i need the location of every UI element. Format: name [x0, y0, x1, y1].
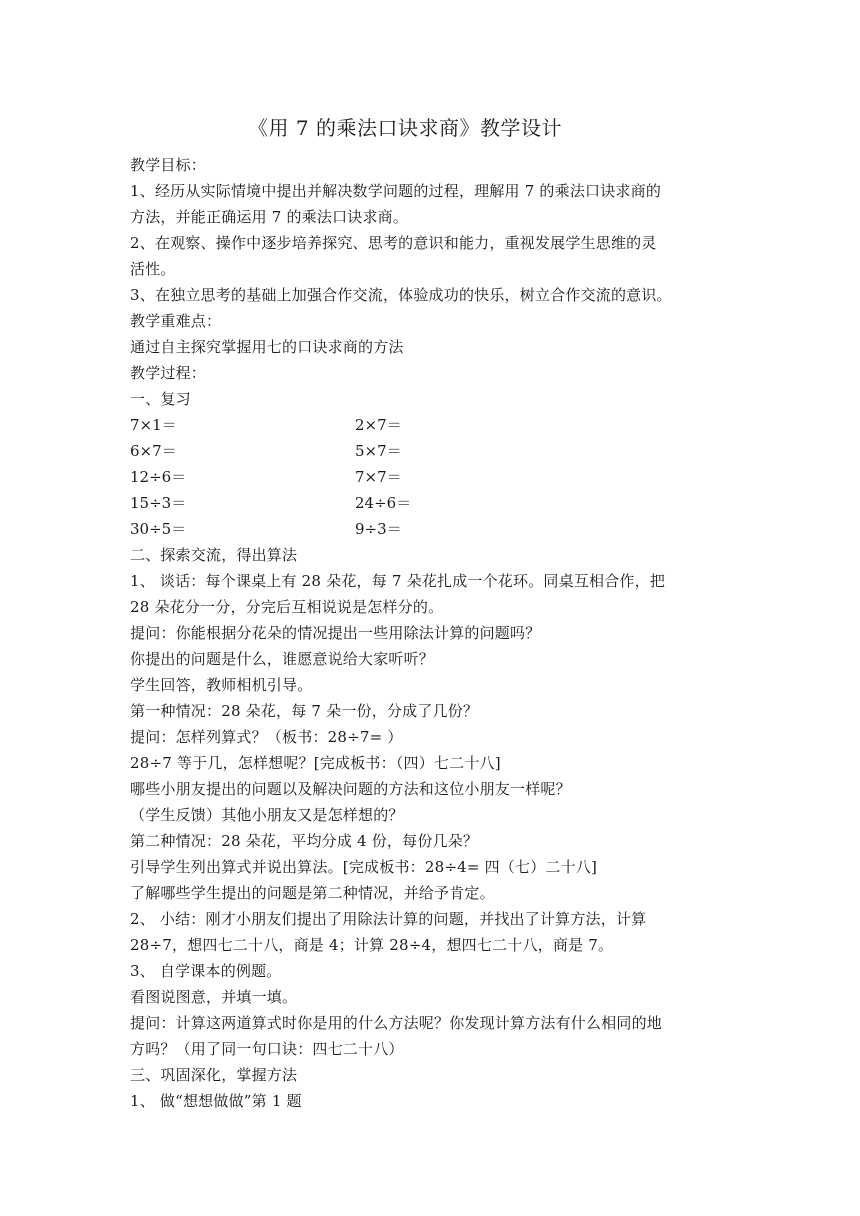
- review-right-expression: 9÷3＝: [355, 520, 402, 538]
- review-left-expression: 7×1＝: [130, 416, 177, 434]
- case-1: 第一种情况：28 朵花，每 7 朵一份，分成了几份？: [130, 702, 479, 720]
- review-row: [130, 490, 740, 516]
- review-right-expression: 24÷6＝: [355, 494, 412, 512]
- method-question: [130, 1010, 740, 1062]
- case-1-think: 28÷7 等于几，怎样想呢？[完成板书：（四）七二十八]: [130, 754, 501, 772]
- objectives-heading: 教学目标：: [130, 156, 207, 174]
- process-heading: 教学过程：: [130, 364, 207, 382]
- review-left-expression: 30÷5＝: [130, 520, 187, 538]
- review-row: [130, 516, 740, 542]
- talk-line-1: 1、 谈话：每个课桌上有 28 朵花，每 7 朵花扎成一个花环。同桌互相合作，把: [130, 572, 666, 590]
- objective-1: [130, 178, 740, 230]
- key-points-heading: 教学重难点：: [130, 312, 222, 330]
- exercise-1: 1、 做“想想做做”第 1 题: [130, 1092, 302, 1110]
- method-question-line-2: 方吗？（用了同一句口诀：四七二十八）: [130, 1040, 404, 1058]
- objective-2-line-2: 活性。: [130, 260, 176, 278]
- review-row: [130, 464, 740, 490]
- objective-3: 3、在独立思考的基础上加强合作交流，体验成功的快乐，树立合作交流的意识。: [130, 286, 672, 304]
- talk-paragraph: [130, 568, 740, 620]
- review-row: [130, 412, 740, 438]
- page-title: 《用 7 的乘法口诀求商》教学设计: [248, 116, 562, 140]
- key-points-text: 通过自主探究掌握用七的口诀求商的方法: [130, 338, 404, 356]
- review-row: [130, 438, 740, 464]
- review-right-expression: 7×7＝: [355, 468, 402, 486]
- question-1: 提问：你能根据分花朵的情况提出一些用除法计算的问题吗？: [130, 624, 541, 642]
- objective-2-line-1: 2、在观察、操作中逐步培养探究、思考的意识和能力，重视发展学生思维的灵: [130, 234, 657, 252]
- objective-1-line-1: 1、经历从实际情境中提出并解决数学问题的过程，理解用 7 的乘法口诀求商的: [130, 182, 662, 200]
- student-feedback: （学生反馈）其他小朋友又是怎样想的？: [130, 806, 404, 824]
- explore-heading: 二、探索交流，得出算法: [130, 546, 298, 564]
- review-left-expression: 15÷3＝: [130, 494, 187, 512]
- objective-1-line-2: 方法，并能正确运用 7 的乘法口诀求商。: [130, 208, 409, 226]
- summary-paragraph: [130, 906, 740, 958]
- self-study: 3、 自学课本的例题。: [130, 962, 282, 980]
- review-right-expression: 2×7＝: [355, 416, 402, 434]
- consolidate-heading: 三、巩固深化，掌握方法: [130, 1066, 298, 1084]
- question-2: 你提出的问题是什么，谁愿意说给大家听听？: [130, 650, 435, 668]
- case-2-affirm: 了解哪些学生提出的问题是第二种情况，并给予肯定。: [130, 884, 495, 902]
- summary-line-1: 2、 小结：刚才小朋友们提出了用除法计算的问题，并找出了计算方法，计算: [130, 910, 647, 928]
- review-left-expression: 12÷6＝: [130, 468, 187, 486]
- question-3: 学生回答，教师相机引导。: [130, 676, 313, 694]
- case-1-question: 提问：怎样列算式？（板书：28÷7= ）: [130, 728, 403, 746]
- review-left-expression: 6×7＝: [130, 442, 177, 460]
- look-and-fill: 看图说图意，并填一填。: [130, 988, 298, 1006]
- document-body: [130, 152, 740, 1114]
- review-right-expression: 5×7＝: [355, 442, 402, 460]
- case-2: 第二种情况：28 朵花，平均分成 4 份，每份几朵？: [130, 832, 479, 850]
- review-heading: 一、复习: [130, 390, 191, 408]
- talk-line-2: 28 朵花分一分，分完后互相说说是怎样分的。: [130, 598, 444, 616]
- objective-2: [130, 230, 740, 282]
- same-question: 哪些小朋友提出的问题以及解决问题的方法和这位小朋友一样呢？: [130, 780, 571, 798]
- case-2-guide: 引导学生列出算式并说出算法。[完成板书：28÷4= 四（七）二十八]: [130, 858, 598, 876]
- summary-line-2: 28÷7，想四七二十八，商是 4；计算 28÷4，想四七二十八，商是 7。: [130, 936, 614, 954]
- method-question-line-1: 提问：计算这两道算式时你是用的什么方法呢？你发现计算方法有什么相同的地: [130, 1014, 663, 1032]
